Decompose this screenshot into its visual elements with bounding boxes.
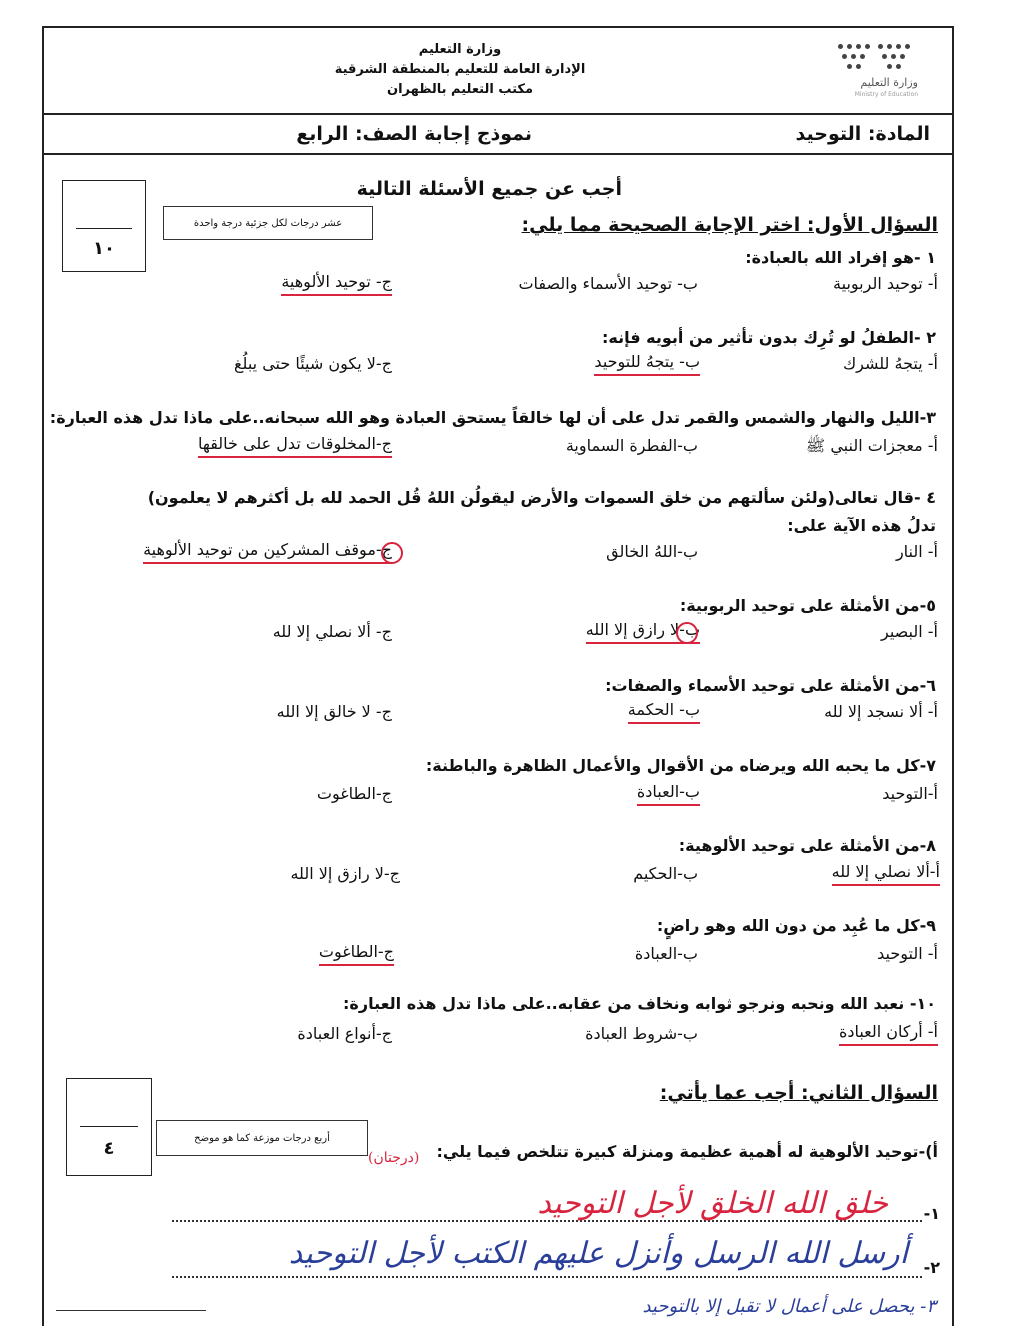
q2-title: السؤال الثاني: أجب عما يأتي: (659, 1082, 938, 1104)
q1-item-4-option-b[interactable]: ب-اللهُ الخالق (606, 542, 698, 561)
q1-item-6-option-c[interactable]: ج- لا خالق إلا الله (276, 702, 392, 721)
q1-item-9-option-a[interactable]: أ- التوحيد (877, 944, 938, 963)
q1-item-8-option-b[interactable]: ب-الحكيم (633, 864, 698, 883)
score-divider (80, 1126, 138, 1127)
answer-circle-icon (676, 622, 698, 644)
answer-line-2 (172, 1276, 922, 1278)
q1-item-1-option-b[interactable]: ب- توحيد الأسماء والصفات (518, 274, 698, 293)
q1-item-3-option-a[interactable]: أ- معجزات النبي ﷺ (805, 436, 938, 455)
q1-item-3-stem: ٣-الليل والنهار والشمس والقمر تدل على أن لها خالقاً يستحق العبادة وهو الله سبحانه..على ماذا تدل هذه العبارة: (49, 408, 936, 427)
q2-answer-3-partial[interactable]: ٣- يحصل على أعمال لا تقبل إلا بالتوحيد (642, 1296, 936, 1317)
directorate-title: الإدارة العامة للتعليم بالمنطقة الشرقية (334, 62, 586, 77)
q2-answer-2[interactable]: أرسل الله الرسل وأنزل عليهم الكتب لأجل التوحيد (288, 1236, 908, 1271)
q1-item-10-option-a[interactable]: أ- أركان العبادة (839, 1022, 938, 1046)
q1-item-2-option-b[interactable]: ب- يتجهُ للتوحيد (594, 352, 700, 376)
q2-answer-1[interactable]: خلق الله الخلق لأجل التوحيد (537, 1186, 888, 1221)
q1-item-5-option-a[interactable]: أ- البصير (881, 622, 938, 641)
q2-part-a-marks: (درجتان) (368, 1150, 420, 1166)
q1-item-5-option-b[interactable]: ب-لا رازق إلا الله (586, 620, 700, 644)
q2-line-2-number: ٢- (923, 1258, 940, 1277)
office-title: مكتب التعليم بالظهران (386, 82, 534, 97)
q1-item-10-option-b[interactable]: ب-شروط العبادة (585, 1024, 698, 1043)
q1-item-4-option-a[interactable]: أ- النار (895, 542, 938, 561)
q1-item-8-option-c[interactable]: ج-لا رازق إلا الله (290, 864, 400, 883)
q1-item-6-option-b[interactable]: ب- الحكمة (628, 700, 700, 724)
q2-part-a: أ)-توحيد الألوهية له أهمية عظيمة ومنزلة كبيرة تتلخص فيما يلي: (436, 1142, 938, 1161)
subject-label: المادة: التوحيد (795, 123, 930, 145)
q2-line-1-number: ١- (923, 1204, 940, 1223)
logo-subtext: Ministry of Education (854, 91, 918, 98)
q1-item-2-option-c[interactable]: ج-لا يكون شيئًا حتى يبلُغ (234, 354, 392, 373)
q1-item-3-option-c[interactable]: ج-المخلوقات تدل على خالقها (198, 434, 392, 458)
q2-score: ٤ (103, 1138, 115, 1159)
ministry-title: وزارة التعليم (418, 42, 502, 57)
score-divider (76, 228, 132, 229)
model-label: نموذج إجابة الصف: الرابع (296, 123, 532, 145)
q1-item-10-option-c[interactable]: ج-أنواع العبادة (297, 1024, 392, 1043)
q1-item-7-option-c[interactable]: ج-الطاغوت (316, 784, 392, 803)
instructions: أجب عن جميع الأسئلة التالية (356, 178, 622, 200)
q1-item-8-option-a[interactable]: أ-ألا نصلي إلا لله (832, 862, 940, 886)
logo-text: وزارة التعليم (860, 76, 918, 89)
q1-item-3-option-b[interactable]: ب-الفطرة السماوية (565, 436, 698, 455)
q1-item-1-option-a[interactable]: أ- توحيد الربوبية (833, 274, 938, 293)
ministry-logo-icon (838, 42, 916, 70)
q2-score-box (66, 1078, 152, 1176)
q1-item-7-stem: ٧-كل ما يحبه الله ويرضاه من الأقوال والأعمال الظاهرة والباطنة: (425, 756, 936, 775)
q1-item-1-stem: ١ -هو إفراد الله بالعبادة: (745, 248, 936, 267)
q1-item-9-option-c[interactable]: ج-الطاغوت (319, 942, 394, 966)
q1-item-6-option-a[interactable]: أ- ألا نسجد إلا لله (824, 702, 938, 721)
q1-item-5-option-c[interactable]: ج- ألا نصلي إلا لله (272, 622, 392, 641)
q1-item-9-stem: ٩-كل ما عُبِد من دون الله وهو راضٍ: (656, 916, 936, 935)
answer-circle-icon (381, 542, 403, 564)
q1-grade-note: عشر درجات لكل جزئية درجة واحدة (163, 206, 373, 240)
q1-score: ١٠ (93, 238, 115, 259)
q1-item-7-option-b[interactable]: ب-العبادة (637, 782, 700, 806)
q1-item-2-stem: ٢ -الطفلُ لو تُرِك بدون تأثير من أبويه فإنه: (602, 328, 936, 347)
q1-item-5-stem: ٥-من الأمثلة على توحيد الربوبية: (679, 596, 936, 615)
q2-grade-note: أربع درجات موزعة كما هو موضح (156, 1120, 368, 1156)
q1-item-7-option-a[interactable]: أ-التوحيد (882, 784, 938, 803)
q1-item-10-stem: ١٠- نعبد الله ونحبه ونرجو ثوابه ونخاف من عقابه..على ماذا تدل هذه العبارة: (343, 994, 936, 1013)
q1-item-4-option-c[interactable]: ج-موقف المشركين من توحيد الألوهية (143, 540, 392, 564)
q1-item-4-stem: ٤ -قال تعالى(ولئن سألتهم من خلق السموات والأرض ليقولُن اللهُ قُل الحمد لله بل أكثرهم لا يعلمون) (147, 488, 936, 507)
q1-title: السؤال الأول: اختر الإجابة الصحيحة مما يلي: (521, 214, 938, 236)
q1-item-1-option-c[interactable]: ج- توحيد الألوهية (281, 272, 392, 296)
q1-item-6-stem: ٦-من الأمثلة على توحيد الأسماء والصفات: (605, 676, 936, 695)
q1-item-9-option-b[interactable]: ب-العبادة (634, 944, 698, 963)
q1-item-8-stem: ٨-من الأمثلة على توحيد الألوهية: (678, 836, 936, 855)
q1-item-4-stem2: تدلُ هذه الآية على: (787, 516, 936, 535)
q1-item-2-option-a[interactable]: أ- يتجهُ للشرك (842, 354, 938, 373)
footer-box-edge (56, 1310, 206, 1311)
